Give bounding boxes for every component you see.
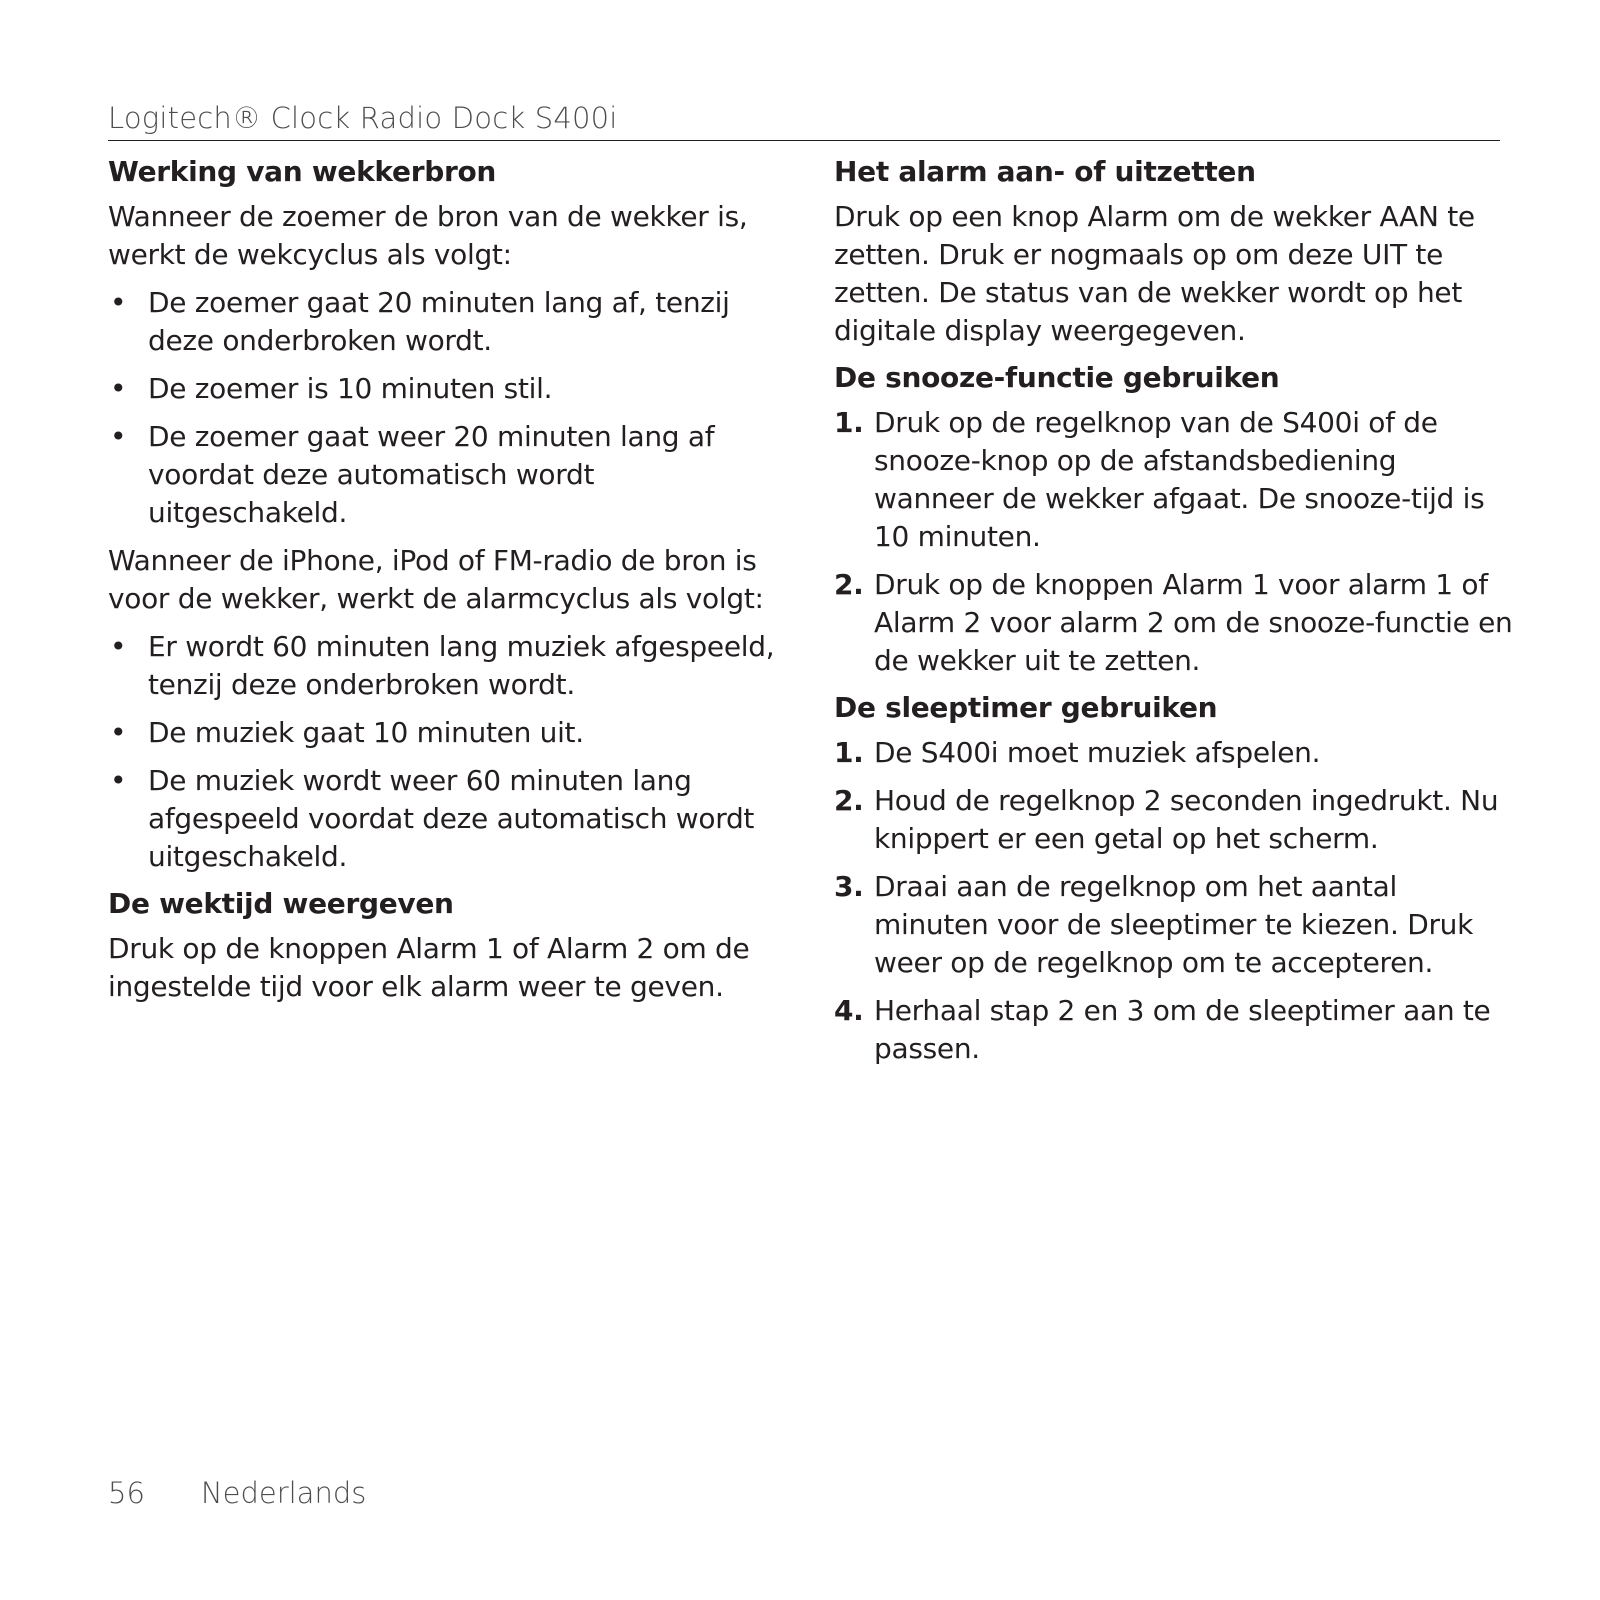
list-item xyxy=(834,782,1514,858)
section-heading-show-alarm-time: De wektijd weergeven xyxy=(108,887,454,920)
list-item xyxy=(108,370,798,408)
list-item xyxy=(108,418,798,532)
list-item-text: Herhaal stap 2 en 3 om de sleeptimer aan te passen. xyxy=(874,994,1491,1065)
list-item-text: De muziek gaat 10 minuten uit. xyxy=(148,716,584,749)
list-item xyxy=(834,404,1514,556)
list-item-text: De muziek wordt weer 60 minuten lang afgespeeld voordat deze automatisch wordt uitgeschakeld. xyxy=(148,764,755,873)
list-item xyxy=(108,284,798,360)
section-heading-snooze: De snooze-functie gebruiken xyxy=(834,361,1280,394)
bullet-icon: • xyxy=(110,716,127,749)
step-number: 1. xyxy=(834,406,864,439)
list-item-text: De zoemer is 10 minuten stil. xyxy=(148,372,553,405)
section-heading-alarm-on-off: Het alarm aan- of uitzetten xyxy=(834,155,1256,188)
page-header xyxy=(108,100,1500,141)
list-item-text: De S400i moet muziek afspelen. xyxy=(874,736,1321,769)
section-heading-wake-source: Werking van wekkerbron xyxy=(108,155,497,188)
page-number: 56 xyxy=(108,1476,145,1510)
list-item-text: Draai aan de regelknop om het aantal minuten voor de sleeptimer te kiezen. Druk weer op de regelknop om te accepteren. xyxy=(874,870,1474,979)
list-item-text: Er wordt 60 minuten lang muziek afgespeeld, tenzij deze onderbroken wordt. xyxy=(148,630,775,701)
list-item xyxy=(834,868,1514,982)
list-item xyxy=(108,762,798,876)
list-item xyxy=(108,628,798,704)
list-item xyxy=(834,734,1514,772)
right-column xyxy=(834,154,1514,1078)
numbered-list xyxy=(834,734,1514,1068)
bullet-list xyxy=(108,284,798,532)
list-item-text: De zoemer gaat weer 20 minuten lang af voordat deze automatisch wordt uitgeschakeld. xyxy=(148,420,715,529)
left-column xyxy=(108,154,798,1016)
step-number: 3. xyxy=(834,870,864,903)
bullet-icon: • xyxy=(110,630,127,663)
list-item xyxy=(108,714,798,752)
bullet-list xyxy=(108,628,798,876)
list-item xyxy=(834,566,1514,680)
paragraph: Wanneer de zoemer de bron van de wekker is, werkt de wekcyclus als volgt: xyxy=(108,200,748,271)
list-item-text: Houd de regelknop 2 seconden ingedrukt. Nu knippert er een getal op het scherm. xyxy=(874,784,1499,855)
step-number: 1. xyxy=(834,736,864,769)
list-item-text: Druk op de regelknop van de S400i of de snooze-knop op de afstandsbediening wanneer de wekker afgaat. De snooze-tijd is 10 minuten. xyxy=(874,406,1485,553)
list-item-text: De zoemer gaat 20 minuten lang af, tenzij deze onderbroken wordt. xyxy=(148,286,730,357)
document-title: Logitech® Clock Radio Dock S400i xyxy=(108,101,618,135)
paragraph: Druk op de knoppen Alarm 1 of Alarm 2 om de ingestelde tijd voor elk alarm weer te geven. xyxy=(108,932,750,1003)
page-footer xyxy=(108,1476,366,1510)
bullet-icon: • xyxy=(110,372,127,405)
step-number: 4. xyxy=(834,994,864,1027)
section-heading-sleeptimer: De sleeptimer gebruiken xyxy=(834,691,1218,724)
paragraph: Wanneer de iPhone, iPod of FM-radio de bron is voor de wekker, werkt de alarmcyclus als volgt: xyxy=(108,544,764,615)
list-item xyxy=(834,992,1514,1068)
step-number: 2. xyxy=(834,568,864,601)
numbered-list xyxy=(834,404,1514,680)
paragraph: Druk op een knop Alarm om de wekker AAN te zetten. Druk er nogmaals op om deze UIT te zetten. De status van de wekker wordt op het digitale display weergegeven. xyxy=(834,200,1475,347)
bullet-icon: • xyxy=(110,286,127,319)
bullet-icon: • xyxy=(110,764,127,797)
language-label: Nederlands xyxy=(200,1476,367,1510)
step-number: 2. xyxy=(834,784,864,817)
list-item-text: Druk op de knoppen Alarm 1 voor alarm 1 of Alarm 2 voor alarm 2 om de snooze-functie en de wekker uit te zetten. xyxy=(874,568,1513,677)
bullet-icon: • xyxy=(110,420,127,453)
